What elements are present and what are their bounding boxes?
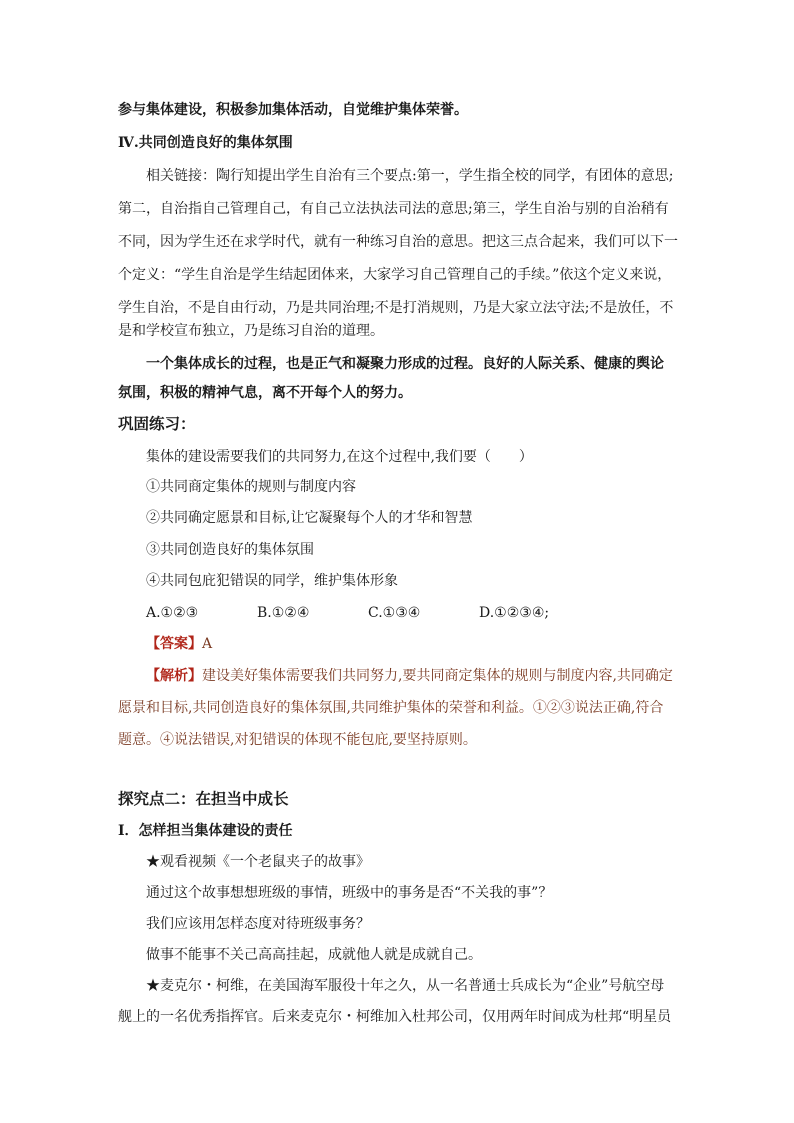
exercise-item: ①共同商定集体的规则与制度内容: [146, 479, 356, 495]
answer-line: [146, 634, 212, 654]
exercise-question: 集体的建设需要我们的共同努力,在这个过程中,我们要（ ）: [146, 449, 533, 465]
exercise-item: ②共同确定愿景和目标,让它凝聚每个人的才华和智慧: [146, 510, 473, 526]
option-a: A.①②③: [146, 605, 199, 621]
exercise-item: ③共同创造良好的集体氛围: [146, 542, 314, 558]
section2-line: ★观看视频《一个老鼠夹子的故事》: [146, 854, 370, 870]
section2-line: ★麦克尔・柯维，在美国海军服役十年之久，从一名普通士兵成长为“企业”号航空母: [146, 978, 665, 994]
paragraph-line: 个定义：“学生自治是学生结起团体来，大家学习自己管理自己的手续。”依这个定义来说，: [118, 267, 672, 283]
exercise-title: 巩固练习：: [118, 414, 196, 433]
answer-options: [146, 603, 549, 623]
paragraph-line: 一个集体成长的过程，也是正气和凝聚力形成的过程。良好的人际关系、健康的舆论: [146, 356, 664, 372]
analysis-line: [146, 666, 673, 686]
paragraph-line: 第二，自治指自己管理自己，有自己立法执法司法的意思;第三，学生自治与别的自治稍有: [118, 201, 669, 217]
analysis-line: 愿景和目标,共同创造良好的集体氛围,共同维护集体的荣誉和利益。①②③说法正确,符合: [118, 700, 664, 716]
section2-line: 做事不能事不关己高高挂起，成就他人就是成就自己。: [146, 947, 482, 963]
paragraph-line: 学生自治，不是自由行动，乃是共同治理;不是打消规则，乃是大家立法守法;不是放任，不: [118, 300, 674, 316]
option-d: D.①②③④;: [479, 605, 550, 621]
paragraph-line: 是和学校宣布独立，乃是练习自治的道理。: [118, 323, 384, 339]
section2-line: 我们应该用怎样态度对待班级事务？: [146, 916, 370, 932]
exercise-item: ④共同包庇犯错误的同学，维护集体形象: [146, 573, 398, 589]
section2-line: 舰上的一名优秀指挥官。后来麦克尔・柯维加入杜邦公司，仅用两年时间成为杜邦“明星员: [118, 1009, 672, 1025]
section2-title: 探究点二：在担当中成长: [118, 789, 289, 808]
answer-value: A: [202, 636, 213, 652]
section2-line: 通过这个故事想想班级的事情，班级中的事务是否“不关我的事”？: [146, 885, 553, 901]
answer-label: 【答案】: [146, 636, 202, 652]
paragraph-line: 氛围，积极的精神气息，离不开每个人的努力。: [118, 385, 412, 401]
intro-line: 参与集体建设，积极参加集体活动，自觉维护集体荣誉。: [118, 102, 468, 118]
analysis-text: 建设美好集体需要我们共同努力,要共同商定集体的规则与制度内容,共同确定: [202, 668, 673, 684]
analysis-line: 题意。④说法错误,对犯错误的体现不能包庇,要坚持原则。: [118, 732, 477, 748]
analysis-label: 【解析】: [146, 668, 202, 684]
section2-subheading: Ⅰ．怎样担当集体建设的责任: [118, 823, 293, 839]
heading-iv: Ⅳ.共同创造良好的集体氛围: [118, 135, 293, 151]
option-b: B.①②④: [257, 605, 310, 621]
option-c: C.①③④: [368, 605, 421, 621]
paragraph-line: 相关链接：陶行知提出学生自治有三个要点:第一，学生指全校的同学，有团体的意思;: [146, 168, 674, 184]
paragraph-line: 不同，因为学生还在求学时代，就有一种练习自治的意思。把这三点合起来，我们可以下一: [118, 234, 678, 250]
